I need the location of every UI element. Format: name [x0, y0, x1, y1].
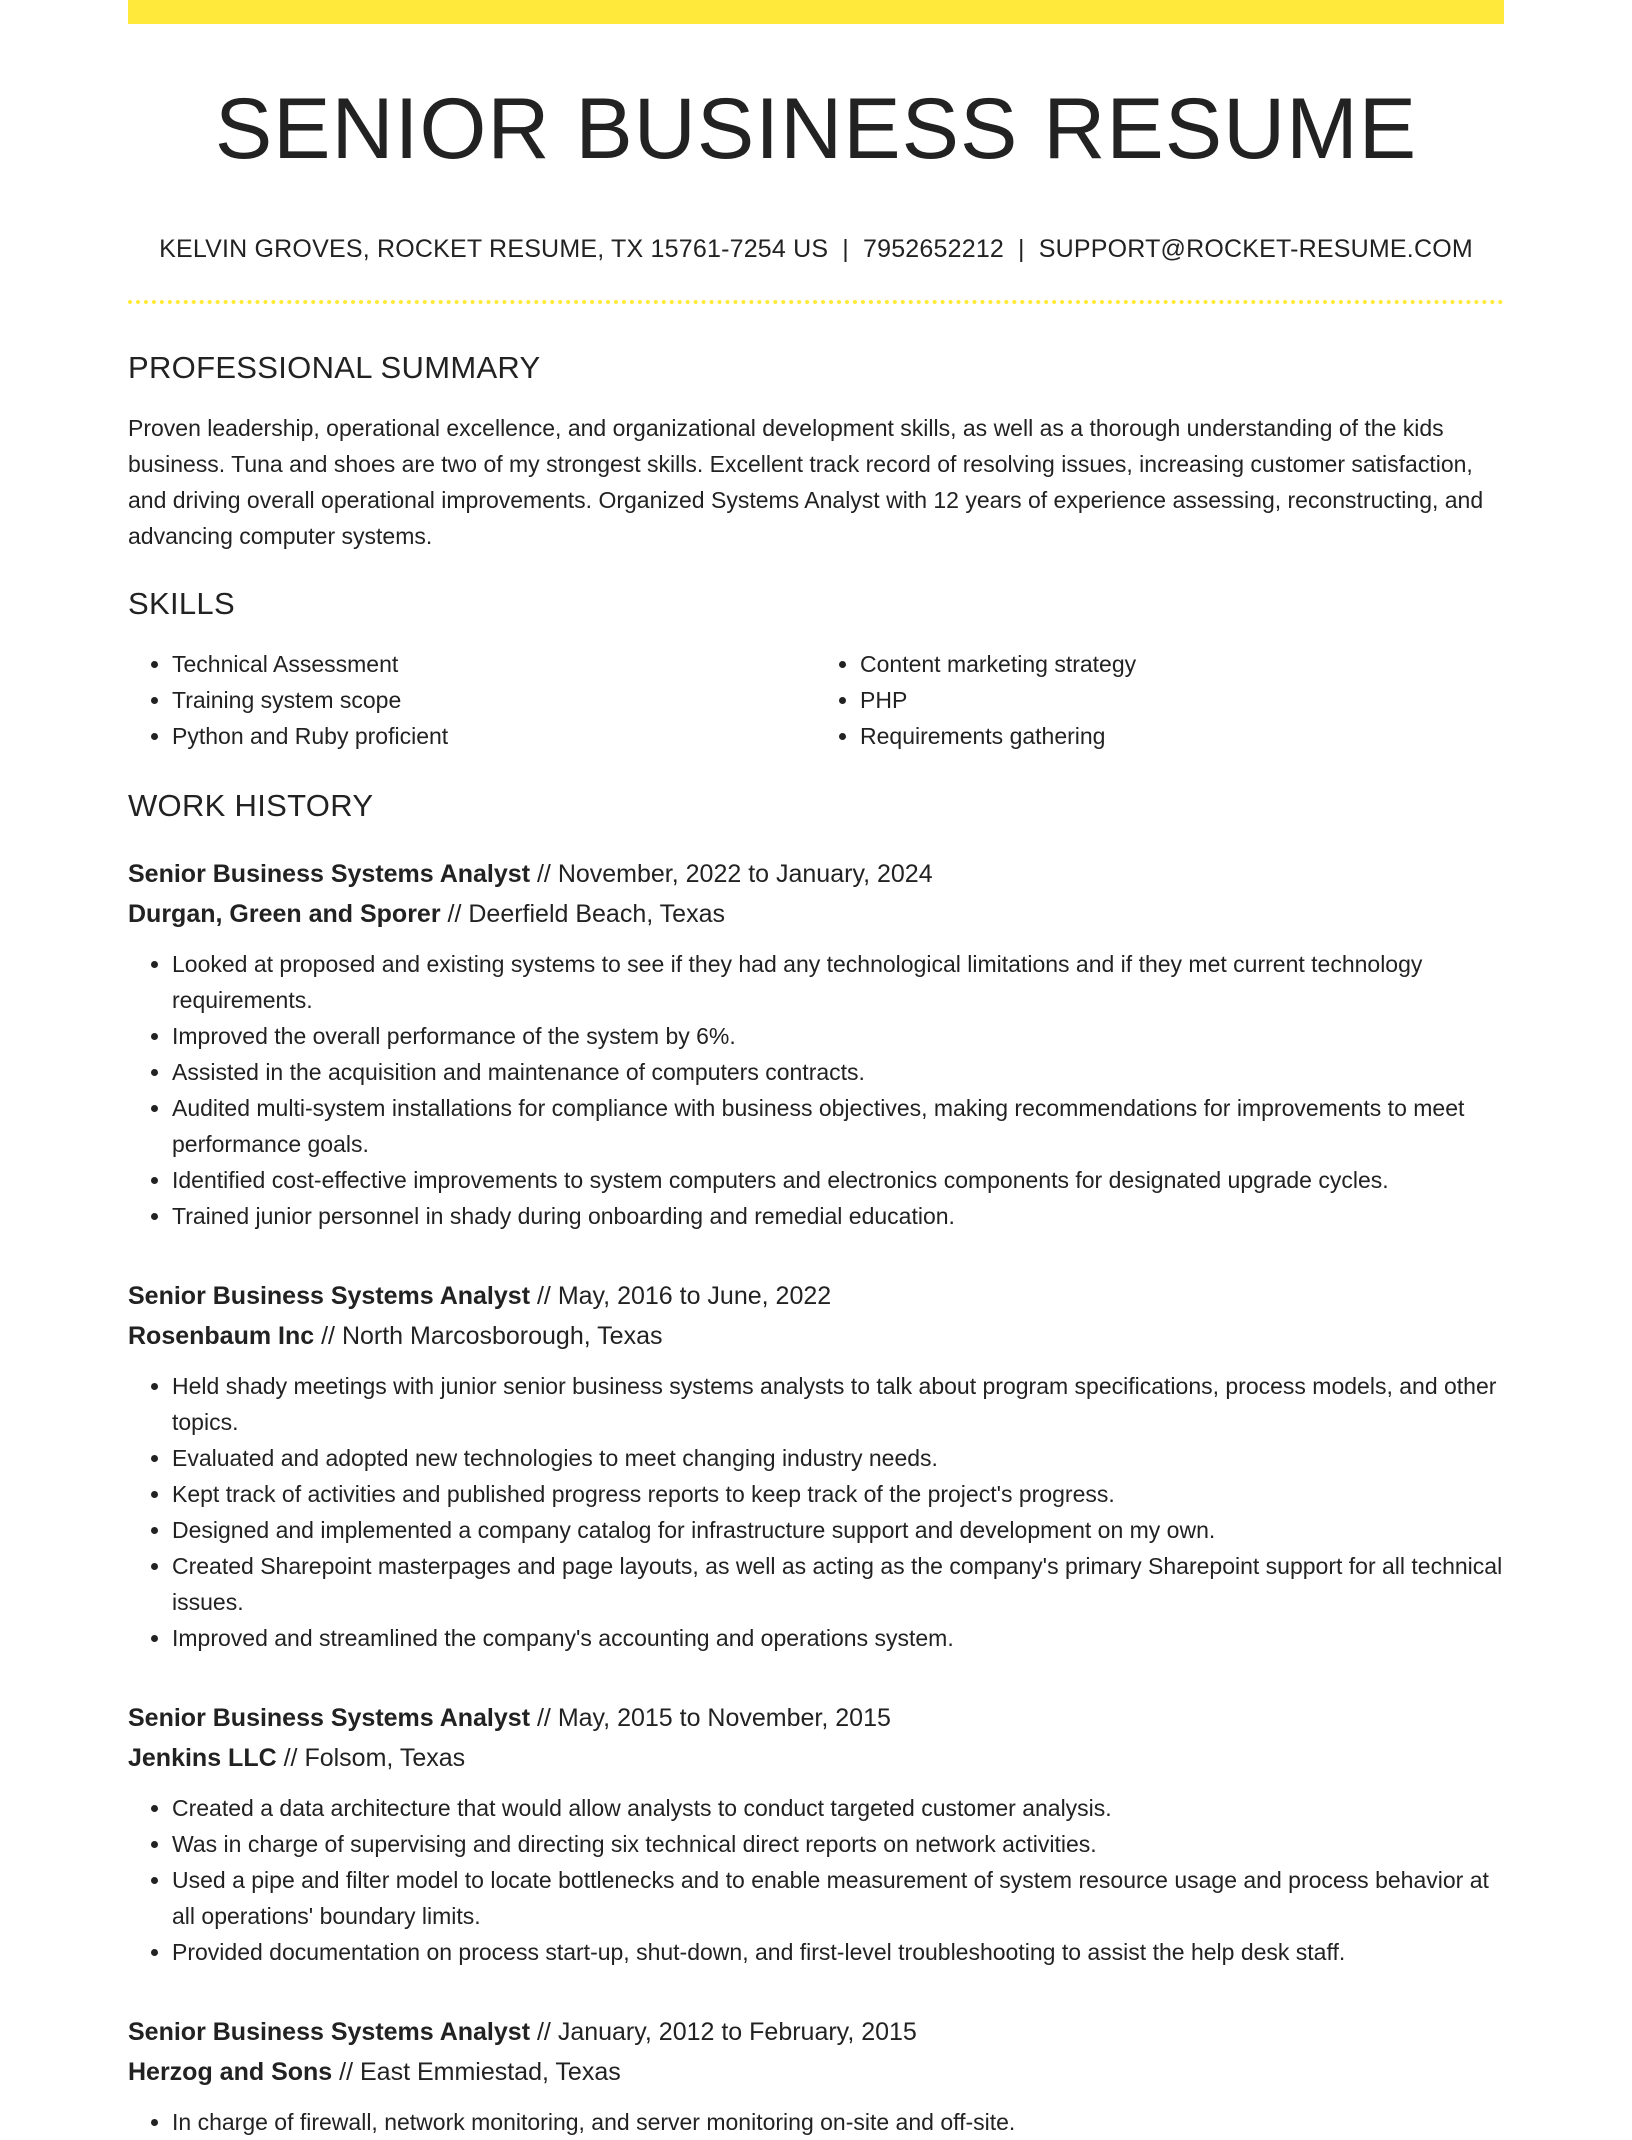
job-title: Senior Business Systems Analyst [128, 2017, 531, 2046]
job-bullet: • Improved the overall performance of the system by 6%. [172, 1018, 1504, 1054]
contact-email: SUPPORT@ROCKET-RESUME.COM [1038, 234, 1473, 263]
contact-separator: | [842, 234, 849, 263]
job-bullet: • Created Sharepoint masterpages and page layouts, as well as acting as the company's primary Sharepoint support for all technical issues. [172, 1548, 1504, 1620]
work-history-list [128, 854, 1504, 2140]
job-bullet: • Created a data architecture that would allow analysts to conduct targeted customer analysis. [172, 1790, 1504, 1826]
contact-phone: 7952652212 [863, 234, 1005, 263]
job-company-line [128, 894, 1504, 934]
contact-separator: | [1018, 234, 1025, 263]
dotted-divider [128, 300, 1504, 304]
job-bullet: • Designed and implemented a company catalog for infrastructure support and development on my own. [172, 1512, 1504, 1548]
job-title-line [128, 1276, 1504, 1316]
job-title: Senior Business Systems Analyst [128, 1281, 531, 1310]
job-bullet: • Identified cost-effective improvements to system computers and electronics components for designated upgrade cycles. [172, 1162, 1504, 1198]
separator: // [332, 2057, 360, 2086]
summary-heading: PROFESSIONAL SUMMARY [128, 349, 541, 385]
job-dates: November, 2022 to January, 2024 [557, 859, 933, 888]
job-title-line [128, 2012, 1504, 2052]
skill-item: • Python and Ruby proficient [172, 718, 816, 754]
job-company-line [128, 1316, 1504, 1356]
job-bullets [128, 2104, 1504, 2140]
job-bullet: • Looked at proposed and existing systems to see if they had any technological limitations and if they met current technology requirements. [172, 946, 1504, 1018]
job-bullet: • Used a pipe and filter model to locate bottlenecks and to enable measurement of system resource usage and process behavior at all operations' boundary limits. [172, 1862, 1504, 1934]
job-entry [128, 1276, 1504, 1656]
separator: // [530, 1703, 558, 1732]
job-bullet: • In charge of firewall, network monitoring, and server monitoring on-site and off-site. [172, 2104, 1504, 2140]
job-bullets [128, 946, 1504, 1234]
summary-text: Proven leadership, operational excellence, and organizational development skills, as well as a thorough understanding of the kids business. Tuna and shoes are two of my strongest skills. Excellent track record of resolving issues, increasing customer satisfaction, and driving overall operational improvements. Organized Systems Analyst with 12 years of experience assessing, reconstructing, and advancing computer systems. [128, 414, 1484, 549]
job-dates: January, 2012 to February, 2015 [557, 2017, 917, 2046]
job-company-line [128, 2052, 1504, 2092]
job-bullets [128, 1368, 1504, 1656]
job-title: Senior Business Systems Analyst [128, 1703, 531, 1732]
skill-item: • Technical Assessment [172, 646, 816, 682]
job-entry [128, 2012, 1504, 2140]
job-company: Herzog and Sons [128, 2057, 333, 2086]
job-bullets [128, 1790, 1504, 1970]
job-dates: May, 2016 to June, 2022 [557, 1281, 832, 1310]
separator: // [530, 1281, 558, 1310]
job-bullet: • Provided documentation on process start-up, shut-down, and first-level troubleshooting to assist the help desk staff. [172, 1934, 1504, 1970]
separator: // [530, 859, 558, 888]
job-bullet: • Assisted in the acquisition and maintenance of computers contracts. [172, 1054, 1504, 1090]
separator: // [276, 1743, 305, 1772]
job-location: Folsom, Texas [304, 1743, 466, 1772]
job-bullet: • Evaluated and adopted new technologies to meet changing industry needs. [172, 1440, 1504, 1476]
skills-list-right [816, 646, 1504, 754]
job-title-line [128, 1698, 1504, 1738]
job-location: North Marcosborough, Texas [341, 1321, 663, 1350]
job-bullet: • Kept track of activities and published progress reports to keep track of the project's progress. [172, 1476, 1504, 1512]
job-company: Jenkins LLC [128, 1743, 277, 1772]
skills-list-left [128, 646, 816, 754]
contact-address: KELVIN GROVES, ROCKET RESUME, TX 15761-7254 US [159, 234, 829, 263]
skills-heading: SKILLS [128, 585, 235, 621]
job-company-line [128, 1738, 1504, 1778]
work-history-heading: WORK HISTORY [128, 787, 374, 823]
job-title-line [128, 854, 1504, 894]
skills-columns [128, 646, 1504, 754]
contact-line [128, 235, 1504, 264]
job-bullet: • Was in charge of supervising and directing six technical direct reports on network activities. [172, 1826, 1504, 1862]
resume-title: SENIOR BUSINESS RESUME [214, 81, 1418, 177]
job-title: Senior Business Systems Analyst [128, 859, 531, 888]
separator: // [314, 1321, 342, 1350]
job-bullet: • Trained junior personnel in shady during onboarding and remedial education. [172, 1198, 1504, 1234]
job-bullet: • Held shady meetings with junior senior business systems analysts to talk about program specifications, process models, and other topics. [172, 1368, 1504, 1440]
job-location: Deerfield Beach, Texas [468, 899, 725, 928]
resume-page [128, 0, 1504, 2140]
job-entry [128, 1698, 1504, 1970]
skill-item: • Training system scope [172, 682, 816, 718]
skill-item: • Requirements gathering [860, 718, 1504, 754]
job-bullet: • Audited multi-system installations for compliance with business objectives, making recommendations for improvements to meet performance goals. [172, 1090, 1504, 1162]
separator: // [530, 2017, 558, 2046]
job-bullet: • Improved and streamlined the company's accounting and operations system. [172, 1620, 1504, 1656]
separator: // [440, 899, 469, 928]
skill-item: • Content marketing strategy [860, 646, 1504, 682]
skill-item: • PHP [860, 682, 1504, 718]
job-entry [128, 854, 1504, 1234]
job-company: Rosenbaum Inc [128, 1321, 315, 1350]
accent-bar [128, 0, 1504, 24]
job-location: East Emmiestad, Texas [359, 2057, 621, 2086]
job-company: Durgan, Green and Sporer [128, 899, 441, 928]
job-dates: May, 2015 to November, 2015 [557, 1703, 891, 1732]
